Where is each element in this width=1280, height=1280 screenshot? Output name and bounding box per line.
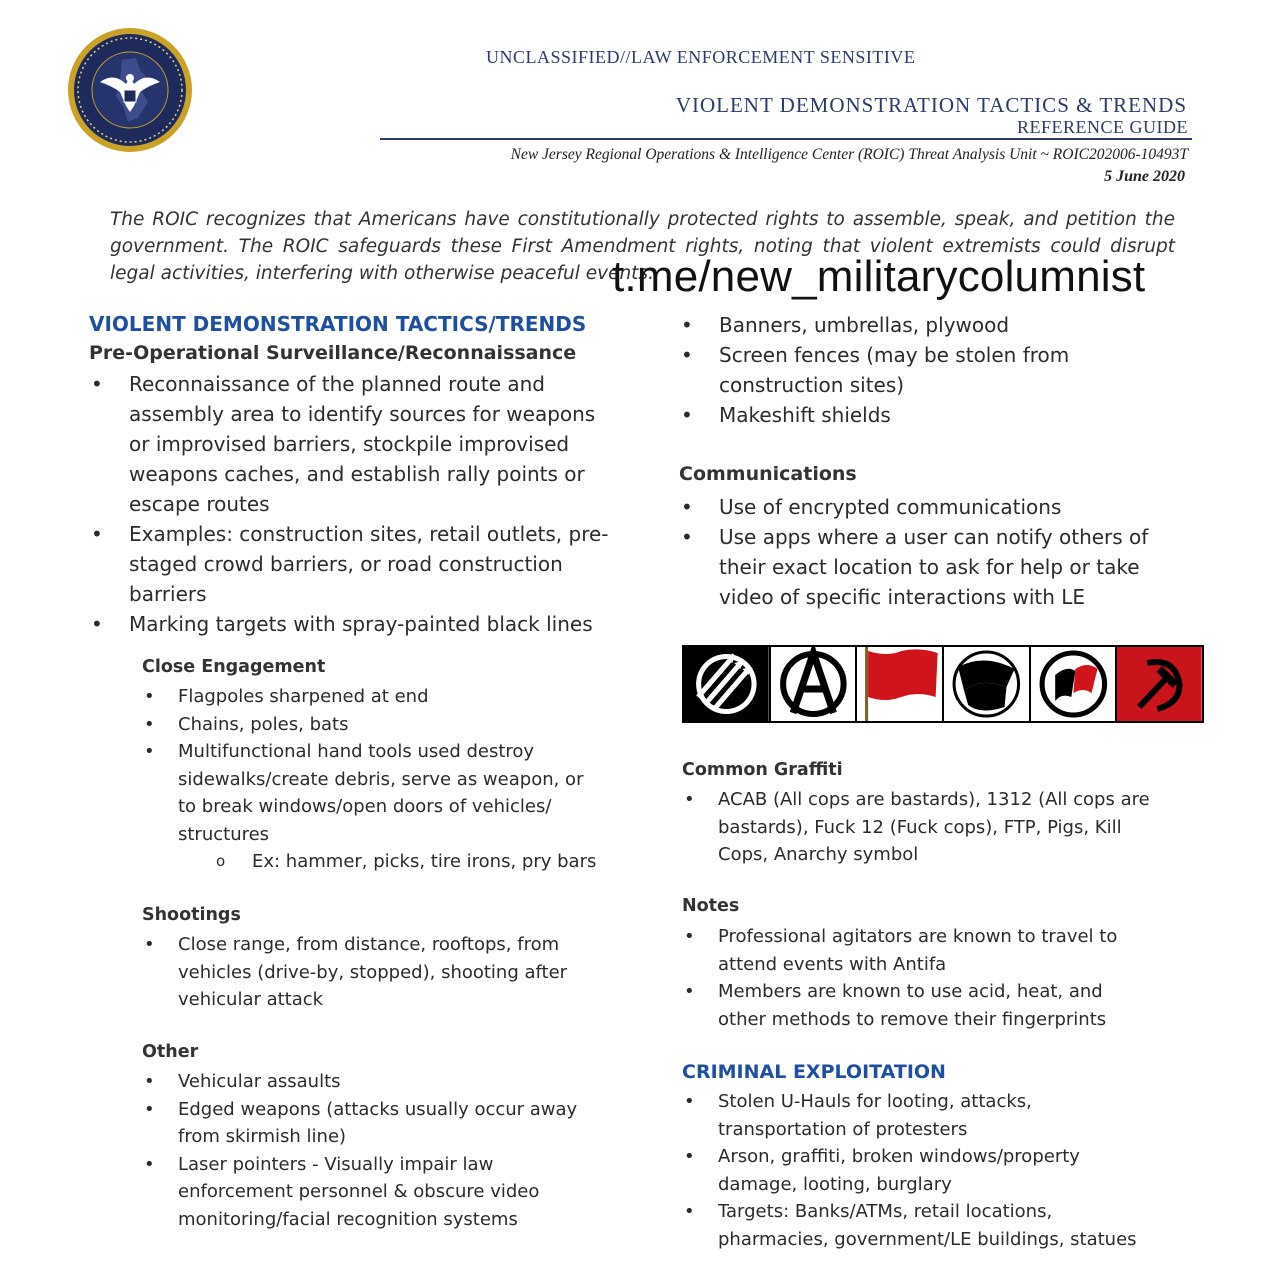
red-flag-icon xyxy=(857,647,942,721)
criminal-exploitation-title: CRIMINAL EXPLOITATION xyxy=(682,1061,946,1083)
organization-line: New Jersey Regional Operations & Intelligence Center (ROIC) Threat Analysis Unit ~ ROIC202006-10493T xyxy=(510,146,1188,163)
extremist-symbols-strip xyxy=(682,645,1204,723)
communications-list xyxy=(679,492,1159,612)
document-title: VIOLENT DEMONSTRATION TACTICS & TRENDS xyxy=(675,93,1187,117)
antifa-flag-icon xyxy=(1031,647,1116,721)
hollow-bullet-icon: o xyxy=(216,852,226,870)
other-list xyxy=(142,1068,582,1233)
sub-list-item: o Ex: hammer, picks, tire irons, pry bars xyxy=(142,848,602,875)
list-item: • Targets: Banks/ATMs, retail locations, pharmacies, government/LE buildings, statues xyxy=(682,1198,1152,1253)
roic-seal-logo xyxy=(66,26,194,154)
graffiti-list xyxy=(682,786,1152,869)
classification-banner: UNCLASSIFIED//LAW ENFORCEMENT SENSITIVE xyxy=(486,47,916,67)
barrier-items-list xyxy=(679,310,1119,430)
list-item: • Close range, from distance, rooftops, from vehicles (drive-by, stopped), shooting after vehicular attack xyxy=(142,931,582,1014)
notes-title: Notes xyxy=(682,896,740,916)
list-item: • Use of encrypted communications xyxy=(679,492,1159,522)
list-item: • Banners, umbrellas, plywood xyxy=(679,310,1119,340)
list-item: • ACAB (All cops are bastards), 1312 (All cops are bastards), Fuck 12 (Fuck cops), FTP, Pigs, Kill Cops, Anarchy symbol xyxy=(682,786,1152,869)
list-item: • Professional agitators are known to travel to attend events with Antifa xyxy=(682,923,1142,978)
hammer-sickle-icon xyxy=(1117,647,1202,721)
list-item: • Flagpoles sharpened at end xyxy=(142,683,602,711)
document-subtitle: REFERENCE GUIDE xyxy=(1017,117,1188,137)
list-item: • Multifunctional hand tools used destroy sidewalks/create debris, serve as weapon, or to break windows/open doors of vehicles/ structures xyxy=(142,738,602,848)
document-date: 5 June 2020 xyxy=(1104,168,1185,185)
notes-list xyxy=(682,923,1142,1033)
graffiti-title: Common Graffiti xyxy=(682,760,843,780)
other-title: Other xyxy=(142,1042,199,1062)
close-engagement-title: Close Engagement xyxy=(142,657,326,677)
anarchy-symbol-icon xyxy=(771,647,856,721)
three-arrows-icon xyxy=(684,647,769,721)
list-item: • Vehicular assaults xyxy=(142,1068,582,1096)
list-item: • Makeshift shields xyxy=(679,400,1119,430)
list-item: • Arson, graffiti, broken windows/property damage, looting, burglary xyxy=(682,1143,1152,1198)
recon-list xyxy=(89,369,609,639)
subsection-title-recon: Pre-Operational Surveillance/Reconnaissance xyxy=(89,342,577,364)
shootings-title: Shootings xyxy=(142,905,241,925)
header-divider xyxy=(380,138,1192,140)
shootings-list xyxy=(142,931,582,1014)
list-item: • Chains, poles, bats xyxy=(142,711,602,739)
watermark-text: t.me/new_militarycolumnist xyxy=(612,252,1146,301)
criminal-list xyxy=(682,1088,1152,1253)
list-item: • Reconnaissance of the planned route and assembly area to identify sources for weapons or improvised barriers, stockpile improvised weapons caches, and establish rally points or escape routes xyxy=(89,369,609,519)
list-item: • Members are known to use acid, heat, and other methods to remove their fingerprints xyxy=(682,978,1142,1033)
list-item: • Stolen U-Hauls for looting, attacks, transportation of protesters xyxy=(682,1088,1152,1143)
list-item: • Use apps where a user can notify others of their exact location to ask for help or take video of specific interactions with LE xyxy=(679,522,1159,612)
list-item: • Edged weapons (attacks usually occur away from skirmish line) xyxy=(142,1096,582,1151)
list-item: • Laser pointers - Visually impair law enforcement personnel & obscure video monitoring/facial recognition systems xyxy=(142,1151,582,1234)
section-title-tactics: VIOLENT DEMONSTRATION TACTICS/TRENDS xyxy=(89,312,587,336)
communications-title: Communications xyxy=(679,463,857,485)
list-item: • Marking targets with spray-painted black lines xyxy=(89,609,609,639)
list-item: • Screen fences (may be stolen from construction sites) xyxy=(679,340,1119,400)
black-flag-icon xyxy=(944,647,1029,721)
intro-paragraph: The ROIC recognizes that Americans have constitutionally protected rights to assemble, speak, and petition the government. The ROIC safeguards these First Amendment rights, noting that violent extremists could disrupt legal activities, interfering with otherwise peaceful events. xyxy=(110,209,1175,284)
close-engagement-list xyxy=(142,683,602,848)
close-engagement-block xyxy=(142,683,602,875)
list-item: • Examples: construction sites, retail outlets, pre-staged crowd barriers, or road construction barriers xyxy=(89,519,609,609)
